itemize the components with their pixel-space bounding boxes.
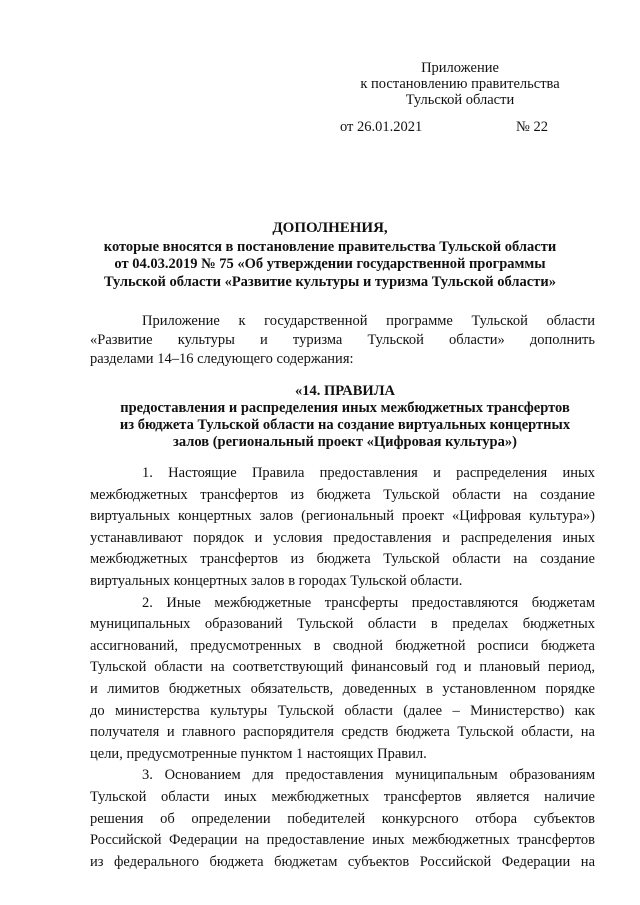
appendix-line-2: к постановлению правительства: [360, 76, 560, 92]
paragraph-3-line: из федерального бюджета бюджетам субъектов Российской Федерации на: [90, 853, 595, 870]
title-line-3: Тульской области «Развитие культуры и туризма Тульской области»: [104, 273, 556, 290]
intro-line: «Развитие культуры и туризма Тульской области» дополнить: [90, 332, 595, 348]
paragraph-2-line: получателя и главного распорядителя средств бюджета Тульской области, на: [90, 724, 595, 741]
paragraph-1-line: виртуальных концертных залов (региональный проект «Цифровая культура»): [90, 508, 595, 525]
title-line-1: которые вносятся в постановление правительства Тульской области: [103, 238, 557, 255]
title-line-2: от 04.03.2019 № 75 «Об утверждении государственной программы: [114, 256, 546, 272]
paragraph-2-line: цели, предусмотренные пунктом 1 настоящих Правил.: [90, 745, 427, 762]
paragraph-1-line: межбюджетных трансфертов из бюджета Тульской области на создание: [90, 551, 595, 568]
document-title: [60, 220, 600, 291]
paragraph-1-line: виртуальных концертных залов в городах Тульской области.: [90, 572, 463, 589]
section-heading: «14. ПРАВИЛА: [295, 383, 395, 399]
paragraph-3-line: решения об определении победителей конкурсного отбора субъектов: [90, 810, 595, 827]
section-title-line-2: из бюджета Тульской области на создание виртуальных концертных: [119, 417, 571, 433]
paragraph-2-line: и лимитов бюджетных обязательств, доведенных в установленном порядке: [90, 680, 595, 697]
body-text: [90, 463, 595, 873]
section-title-line-1: предоставления и распределения иных межбюджетных трансфертов: [120, 400, 570, 416]
section-title-line-3: залов (региональный проект «Цифровая культура»): [173, 434, 517, 450]
paragraph-2-line: ассигнований, предусмотренных в сводной бюджетной росписи бюджета: [90, 637, 595, 654]
intro-line: Приложение к государственной программе Тульской области: [142, 313, 595, 329]
intro-line: разделами 14–16 следующего содержания:: [90, 351, 354, 367]
appendix-line-1: Приложение: [421, 60, 499, 76]
section-title: [90, 383, 600, 451]
document-date: от 26.01.2021: [340, 119, 423, 135]
appendix-line-3: Тульской области: [405, 92, 515, 108]
paragraph-1-line: межбюджетных трансфертов из бюджета Тульской области на создание: [90, 486, 595, 503]
paragraph-2-line: до министерства культуры Тульской области (далее – Министерство) как: [90, 702, 595, 719]
appendix-header: [340, 60, 580, 108]
paragraph-3-line: Тульской области иных межбюджетных трансфертов является наличие: [90, 788, 595, 805]
paragraph-3-line: Российской Федерации на предоставление иных межбюджетных трансфертов: [90, 832, 595, 849]
title-heading: ДОПОЛНЕНИЯ,: [272, 220, 388, 236]
paragraph-2-line: муниципальных образований Тульской области в пределах бюджетных: [90, 616, 595, 633]
paragraph-3-line: 3. Основанием для предоставления муниципальным образованиям: [142, 767, 595, 784]
document-number: № 22: [516, 119, 548, 135]
paragraph-1-line: 1. Настоящие Правила предоставления и распределения иных: [142, 465, 595, 481]
paragraph-2-line: 2. Иные межбюджетные трансферты предоставляются бюджетам: [142, 594, 595, 611]
paragraph-1-line: устанавливают порядок и условия предоставления и распределения иных: [90, 529, 595, 546]
paragraph-2-line: Тульской области на соответствующий финансовый год и плановый период,: [90, 659, 595, 676]
intro-paragraph: [90, 312, 595, 369]
